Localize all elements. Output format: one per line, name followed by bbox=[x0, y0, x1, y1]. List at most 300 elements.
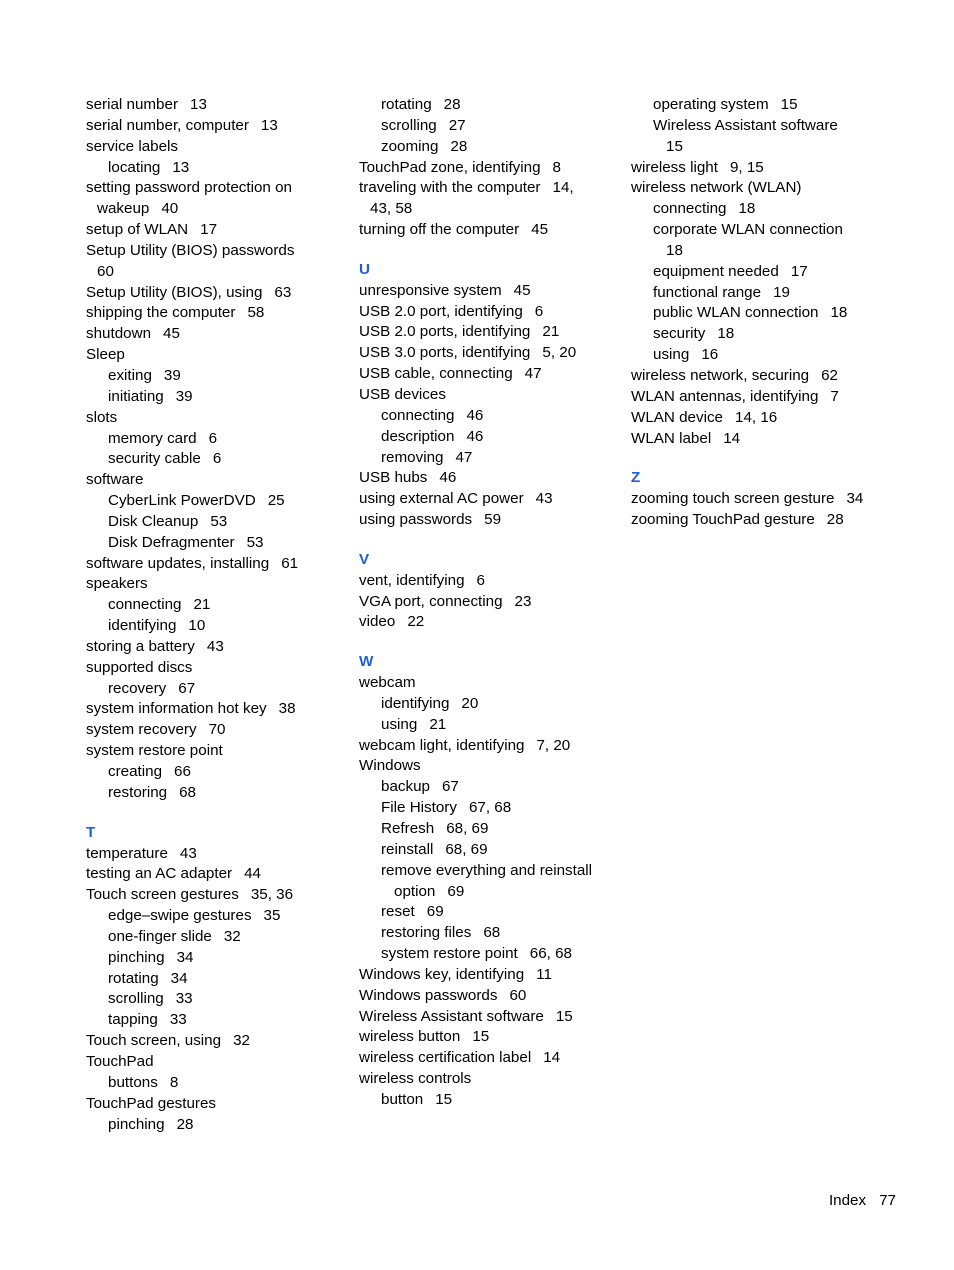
entry-term: serial number, computer bbox=[86, 116, 249, 134]
index-entry bbox=[359, 673, 609, 694]
entry-term: reset bbox=[381, 903, 415, 921]
entry-term: 18 bbox=[666, 241, 683, 259]
entry-term: WLAN antennas, identifying bbox=[631, 387, 819, 405]
entry-term: WLAN device bbox=[631, 408, 724, 426]
entry-term: pinching bbox=[108, 1115, 165, 1133]
index-entry bbox=[359, 510, 609, 531]
entry-page-ref: 68 bbox=[179, 783, 196, 801]
entry-page-ref: 6 bbox=[208, 429, 218, 447]
entry-page-ref: 69 bbox=[426, 903, 444, 921]
index-entry bbox=[86, 864, 336, 885]
entry-term: zooming TouchPad gesture bbox=[631, 511, 815, 529]
entry-term: Windows passwords bbox=[359, 986, 498, 1004]
entry-term: wireless controls bbox=[359, 1070, 472, 1088]
entry-term: video bbox=[359, 613, 396, 631]
index-subentry bbox=[86, 429, 336, 450]
entry-term: zooming touch screen gesture bbox=[631, 490, 835, 508]
index-subentry bbox=[359, 137, 609, 158]
index-entry bbox=[359, 1007, 609, 1028]
index-entry bbox=[86, 844, 336, 865]
entry-page-ref: 13 bbox=[172, 158, 190, 176]
entry-term: equipment needed bbox=[653, 262, 779, 280]
entry-page-ref: 35 bbox=[263, 907, 281, 925]
index-subentry-continuation bbox=[631, 137, 891, 158]
entry-term: connecting bbox=[108, 596, 182, 614]
entry-page-ref: 68 bbox=[483, 924, 501, 942]
entry-page-ref: 68, 69 bbox=[446, 820, 489, 837]
entry-page-ref: 46 bbox=[439, 469, 457, 487]
entry-page-ref: 68, 69 bbox=[445, 840, 488, 858]
index-subentry bbox=[359, 861, 609, 882]
index-entry bbox=[359, 756, 609, 777]
entry-page-ref: 13 bbox=[260, 116, 278, 134]
entry-page-ref: 33 bbox=[169, 1011, 187, 1029]
entry-page-ref: 53 bbox=[210, 512, 228, 530]
entry-term: USB 2.0 ports, identifying bbox=[359, 323, 531, 341]
entry-term: Windows key, identifying bbox=[359, 965, 525, 983]
index-subentry bbox=[86, 366, 336, 387]
entry-page-ref: 67 bbox=[178, 679, 196, 697]
entry-term: unresponsive system bbox=[359, 281, 502, 299]
entry-term: creating bbox=[108, 763, 163, 780]
entry-page-ref: 44 bbox=[244, 865, 261, 883]
entry-page-ref: 59 bbox=[484, 511, 502, 529]
entry-page-ref: 18 bbox=[738, 200, 756, 218]
entry-term: WLAN label bbox=[631, 429, 712, 447]
entry-term: vent, identifying bbox=[359, 571, 465, 589]
entry-term: USB cable, connecting bbox=[359, 365, 513, 383]
entry-term: USB hubs bbox=[359, 469, 428, 487]
index-subentry-continuation bbox=[631, 241, 891, 262]
entry-page-ref: 33 bbox=[175, 990, 193, 1008]
entry-page-ref: 47 bbox=[524, 365, 542, 383]
entry-term: wakeup bbox=[97, 200, 150, 218]
entry-page-ref: 17 bbox=[200, 221, 218, 239]
entry-term: wireless button bbox=[359, 1028, 461, 1046]
entry-term: pinching bbox=[108, 948, 165, 966]
entry-term: button bbox=[381, 1090, 424, 1108]
index-subentry bbox=[86, 387, 336, 408]
entry-term: restoring files bbox=[381, 924, 472, 942]
entry-term: rotating bbox=[108, 969, 159, 987]
entry-term: webcam bbox=[359, 674, 416, 692]
entry-page-ref: 21 bbox=[429, 715, 447, 733]
entry-page-ref: 34 bbox=[846, 490, 864, 508]
section-letter-heading: U bbox=[359, 260, 370, 278]
entry-term: software bbox=[86, 471, 144, 489]
entry-term: webcam light, identifying bbox=[359, 736, 525, 754]
entry-term: setup of WLAN bbox=[86, 221, 189, 239]
index-entry bbox=[359, 468, 609, 489]
entry-term: exiting bbox=[108, 366, 152, 384]
entry-term: security cable bbox=[108, 450, 201, 468]
entry-page-ref: 6 bbox=[476, 571, 485, 589]
entry-page-ref: 21 bbox=[193, 596, 211, 614]
index-entry bbox=[631, 408, 891, 429]
entry-page-ref: 8 bbox=[169, 1073, 179, 1091]
page-number: 77 bbox=[879, 1192, 896, 1209]
index-subentry bbox=[86, 1115, 336, 1136]
entry-page-ref: 14, bbox=[552, 179, 574, 197]
entry-term: security bbox=[653, 325, 706, 343]
entry-page-ref: 70 bbox=[208, 721, 226, 739]
index-subentry bbox=[359, 448, 609, 469]
index-subentry bbox=[359, 944, 609, 965]
section-letter-heading: Z bbox=[631, 469, 641, 487]
index-entry bbox=[359, 1048, 609, 1069]
entry-page-ref: 66, 68 bbox=[529, 945, 572, 963]
index-entry bbox=[359, 158, 609, 179]
index-entry bbox=[86, 1031, 336, 1052]
index-entry bbox=[86, 637, 336, 658]
index-entry bbox=[359, 343, 609, 364]
entry-page-ref: 43 bbox=[535, 490, 553, 508]
entry-page-ref: 19 bbox=[773, 283, 790, 301]
index-entry bbox=[631, 429, 891, 450]
entry-term: rotating bbox=[381, 96, 432, 113]
index-entry bbox=[86, 1052, 336, 1073]
entry-term: Windows bbox=[359, 757, 421, 775]
index-subentry bbox=[86, 491, 336, 512]
entry-page-ref: 25 bbox=[267, 492, 285, 510]
footer-section-label: Index bbox=[828, 1192, 867, 1209]
index-entry bbox=[86, 554, 336, 575]
index-column-2 bbox=[359, 95, 609, 1111]
entry-page-ref: 35, 36 bbox=[250, 886, 294, 904]
index-subentry bbox=[631, 262, 891, 283]
entry-term: wireless network, securing bbox=[631, 366, 810, 384]
entry-term: system restore point bbox=[381, 945, 518, 963]
entry-term: setting password protection on bbox=[86, 179, 292, 197]
index-entry bbox=[359, 178, 609, 199]
entry-term: public WLAN connection bbox=[653, 304, 819, 322]
entry-page-ref: 62 bbox=[821, 366, 839, 384]
index-subentry bbox=[359, 840, 609, 861]
index-subentry bbox=[86, 762, 336, 783]
index-subentry bbox=[86, 989, 336, 1010]
entry-page-ref: 16 bbox=[701, 346, 719, 364]
entry-page-ref: 20 bbox=[461, 694, 479, 712]
entry-term: using passwords bbox=[359, 511, 473, 529]
index-subentry bbox=[631, 95, 891, 116]
index-subentry bbox=[359, 116, 609, 137]
index-entry bbox=[359, 592, 609, 613]
index-entry bbox=[86, 574, 336, 595]
index-entry bbox=[631, 489, 891, 510]
entry-term: 43, 58 bbox=[370, 200, 413, 218]
entry-term: wireless light bbox=[631, 158, 718, 176]
index-subentry bbox=[359, 1090, 609, 1111]
index-subentry bbox=[86, 158, 336, 179]
entry-page-ref: 53 bbox=[246, 533, 264, 551]
entry-page-ref: 28 bbox=[176, 1115, 194, 1133]
entry-page-ref: 22 bbox=[407, 613, 425, 631]
section-letter-heading: V bbox=[359, 550, 370, 568]
index-entry bbox=[359, 1069, 609, 1090]
entry-term: shipping the computer bbox=[86, 304, 236, 322]
index-subentry bbox=[86, 906, 336, 927]
index-subentry bbox=[86, 969, 336, 990]
entry-term: functional range bbox=[653, 283, 762, 301]
entry-page-ref: 21 bbox=[542, 323, 560, 341]
entry-term: TouchPad zone, identifying bbox=[359, 158, 541, 176]
index-subentry bbox=[359, 798, 609, 819]
index-entry bbox=[359, 385, 609, 406]
entry-term: USB 3.0 ports, identifying bbox=[359, 344, 531, 362]
index-entry bbox=[359, 364, 609, 385]
index-subentry-continuation bbox=[359, 882, 609, 903]
entry-page-ref: 58 bbox=[247, 304, 265, 322]
entry-page-ref: 28 bbox=[826, 511, 844, 529]
index-subentry bbox=[359, 694, 609, 715]
entry-term: identifying bbox=[108, 617, 177, 635]
entry-term: buttons bbox=[108, 1073, 158, 1091]
index-subentry bbox=[631, 116, 891, 137]
index-subentry bbox=[359, 715, 609, 736]
index-entry bbox=[86, 408, 336, 429]
index-subentry bbox=[359, 95, 609, 116]
index-entry bbox=[359, 986, 609, 1007]
entry-page-ref: 5, 20 bbox=[542, 344, 577, 362]
index-subentry bbox=[631, 199, 891, 220]
index-entry bbox=[86, 699, 336, 720]
index-column-1 bbox=[86, 95, 336, 1135]
index-subentry bbox=[86, 783, 336, 804]
entry-term: File History bbox=[381, 799, 457, 817]
entry-term: Disk Defragmenter bbox=[108, 533, 235, 551]
entry-page-ref: 18 bbox=[830, 304, 848, 322]
entry-page-ref: 46 bbox=[466, 406, 484, 424]
entry-term: remove everything and reinstall bbox=[381, 861, 593, 879]
entry-page-ref: 61 bbox=[281, 554, 299, 572]
entry-page-ref: 66 bbox=[174, 763, 191, 780]
entry-page-ref: 11 bbox=[536, 965, 552, 983]
entry-term: Wireless Assistant software bbox=[653, 116, 838, 134]
entry-term: testing an AC adapter bbox=[86, 865, 233, 883]
entry-term: Wireless Assistant software bbox=[359, 1007, 544, 1025]
entry-term: turning off the computer bbox=[359, 221, 520, 239]
entry-page-ref: 40 bbox=[161, 200, 179, 218]
entry-term: temperature bbox=[86, 844, 168, 862]
index-subentry bbox=[86, 616, 336, 637]
index-subentry bbox=[631, 283, 891, 304]
entry-term: initiating bbox=[108, 387, 164, 405]
entry-term: identifying bbox=[381, 694, 450, 712]
entry-term: scrolling bbox=[381, 116, 437, 134]
entry-term: Touch screen, using bbox=[86, 1032, 222, 1050]
entry-page-ref: 34 bbox=[176, 948, 194, 966]
entry-term: CyberLink PowerDVD bbox=[108, 492, 256, 510]
entry-term: 60 bbox=[97, 262, 114, 280]
index-subentry bbox=[86, 948, 336, 969]
entry-term: Touch screen gestures bbox=[86, 886, 239, 904]
entry-page-ref: 45 bbox=[513, 281, 531, 299]
entry-term: description bbox=[381, 427, 455, 445]
entry-term: recovery bbox=[108, 679, 167, 697]
entry-page-ref: 10 bbox=[188, 617, 206, 635]
index-entry bbox=[359, 612, 609, 633]
entry-page-ref: 67 bbox=[441, 778, 459, 796]
index-column-3 bbox=[631, 95, 891, 531]
index-entry bbox=[86, 241, 336, 262]
entry-page-ref: 28 bbox=[450, 137, 468, 155]
entry-term: slots bbox=[86, 408, 118, 426]
entry-term: Sleep bbox=[86, 346, 125, 364]
entry-page-ref: 6 bbox=[212, 450, 222, 468]
entry-page-ref: 15 bbox=[780, 96, 798, 113]
index-entry bbox=[631, 178, 891, 199]
index-subentry bbox=[359, 902, 609, 923]
entry-term: 15 bbox=[666, 137, 683, 155]
index-subentry bbox=[86, 1073, 336, 1094]
index-subentry bbox=[359, 777, 609, 798]
entry-page-ref: 23 bbox=[514, 592, 532, 610]
entry-page-ref: 28 bbox=[443, 96, 461, 113]
entry-term: locating bbox=[108, 158, 161, 176]
entry-term: TouchPad bbox=[86, 1052, 154, 1070]
index-entry-continuation bbox=[86, 199, 336, 220]
entry-term: using external AC power bbox=[359, 490, 524, 508]
entry-page-ref: 69 bbox=[447, 882, 465, 900]
index-entry bbox=[86, 283, 336, 304]
entry-page-ref: 63 bbox=[274, 283, 292, 301]
index-subentry bbox=[86, 1010, 336, 1031]
entry-term: wireless certification label bbox=[359, 1049, 532, 1067]
entry-term: speakers bbox=[86, 575, 148, 593]
index-subentry bbox=[359, 923, 609, 944]
entry-page-ref: 7 bbox=[830, 387, 839, 405]
entry-page-ref: 47 bbox=[455, 448, 473, 466]
entry-term: option bbox=[394, 882, 436, 900]
index-entry bbox=[631, 387, 891, 408]
entry-term: connecting bbox=[381, 406, 455, 424]
entry-term: USB 2.0 port, identifying bbox=[359, 302, 523, 320]
entry-page-ref: 32 bbox=[223, 927, 241, 945]
entry-page-ref: 14 bbox=[723, 429, 741, 447]
entry-term: supported discs bbox=[86, 658, 193, 676]
entry-term: operating system bbox=[653, 96, 769, 113]
index-entry bbox=[359, 322, 609, 343]
entry-page-ref: 8 bbox=[552, 158, 561, 176]
entry-term: backup bbox=[381, 778, 430, 796]
index-subentry bbox=[86, 927, 336, 948]
entry-term: Disk Cleanup bbox=[108, 512, 199, 530]
index-entry bbox=[86, 178, 336, 199]
entry-page-ref: 46 bbox=[466, 427, 484, 445]
entry-term: wireless network (WLAN) bbox=[631, 179, 802, 197]
index-entry bbox=[359, 489, 609, 510]
index-entry bbox=[86, 324, 336, 345]
entry-term: using bbox=[653, 346, 690, 364]
entry-page-ref: 38 bbox=[278, 700, 296, 718]
page-footer bbox=[829, 1191, 896, 1211]
entry-term: Refresh bbox=[381, 820, 435, 837]
index-entry-continuation bbox=[86, 262, 336, 283]
index-entry bbox=[359, 965, 609, 986]
entry-page-ref: 67, 68 bbox=[468, 799, 512, 817]
entry-page-ref: 15 bbox=[435, 1090, 453, 1108]
index-entry bbox=[359, 302, 609, 323]
index-entry-continuation bbox=[359, 199, 609, 220]
entry-page-ref: 45 bbox=[163, 325, 180, 343]
entry-page-ref: 17 bbox=[790, 262, 808, 280]
index-entry bbox=[359, 281, 609, 302]
entry-term: corporate WLAN connection bbox=[653, 221, 843, 239]
entry-page-ref: 39 bbox=[163, 366, 181, 384]
entry-page-ref: 43 bbox=[179, 844, 197, 862]
entry-term: traveling with the computer bbox=[359, 179, 541, 197]
entry-term: tapping bbox=[108, 1011, 158, 1029]
entry-term: zooming bbox=[381, 137, 439, 155]
entry-page-ref: 32 bbox=[233, 1032, 250, 1050]
index-entry bbox=[86, 720, 336, 741]
entry-page-ref: 34 bbox=[170, 969, 188, 987]
entry-page-ref: 9, 15 bbox=[729, 158, 764, 176]
index-entry bbox=[631, 158, 891, 179]
entry-term: connecting bbox=[653, 200, 727, 218]
index-entry bbox=[86, 220, 336, 241]
index-subentry bbox=[86, 679, 336, 700]
entry-term: memory card bbox=[108, 429, 197, 447]
section-letter-heading: W bbox=[359, 653, 374, 671]
entry-page-ref: 15 bbox=[555, 1007, 573, 1025]
entry-term: serial number bbox=[86, 96, 179, 113]
entry-term: removing bbox=[381, 448, 444, 466]
entry-term: service labels bbox=[86, 137, 179, 155]
entry-page-ref: 6 bbox=[534, 302, 544, 320]
entry-term: USB devices bbox=[359, 385, 446, 403]
entry-page-ref: 45 bbox=[531, 221, 549, 239]
index-subentry bbox=[86, 533, 336, 554]
index-entry bbox=[359, 571, 609, 592]
index-subentry bbox=[86, 512, 336, 533]
index-entry bbox=[86, 303, 336, 324]
entry-term: software updates, installing bbox=[86, 554, 270, 572]
entry-page-ref: 7, 20 bbox=[536, 736, 571, 754]
entry-term: storing a battery bbox=[86, 637, 195, 655]
entry-term: system information hot key bbox=[86, 700, 267, 718]
index-entry bbox=[359, 736, 609, 757]
entry-term: scrolling bbox=[108, 990, 164, 1008]
index-subentry bbox=[359, 406, 609, 427]
index-subentry bbox=[631, 324, 891, 345]
index-entry bbox=[86, 741, 336, 762]
entry-term: VGA port, connecting bbox=[359, 592, 503, 610]
entry-page-ref: 43 bbox=[206, 637, 224, 655]
index-entry bbox=[359, 220, 609, 241]
entry-term: edge–swipe gestures bbox=[108, 907, 252, 925]
entry-term: using bbox=[381, 715, 418, 733]
index-entry bbox=[86, 658, 336, 679]
entry-term: Setup Utility (BIOS), using bbox=[86, 283, 263, 301]
index-entry bbox=[86, 137, 336, 158]
entry-page-ref: 39 bbox=[175, 387, 193, 405]
index-entry bbox=[631, 366, 891, 387]
entry-term: TouchPad gestures bbox=[86, 1094, 217, 1112]
index-entry bbox=[86, 95, 336, 116]
entry-page-ref: 27 bbox=[448, 116, 466, 134]
entry-term: Setup Utility (BIOS) passwords bbox=[86, 241, 295, 259]
index-entry bbox=[86, 885, 336, 906]
index-subentry bbox=[631, 345, 891, 366]
entry-page-ref: 13 bbox=[190, 96, 207, 113]
entry-term: system recovery bbox=[86, 721, 197, 739]
section-letter-heading: T bbox=[86, 823, 96, 841]
index-entry bbox=[86, 470, 336, 491]
entry-page-ref: 15 bbox=[472, 1028, 490, 1046]
index-entry bbox=[86, 1094, 336, 1115]
index-subentry bbox=[86, 595, 336, 616]
